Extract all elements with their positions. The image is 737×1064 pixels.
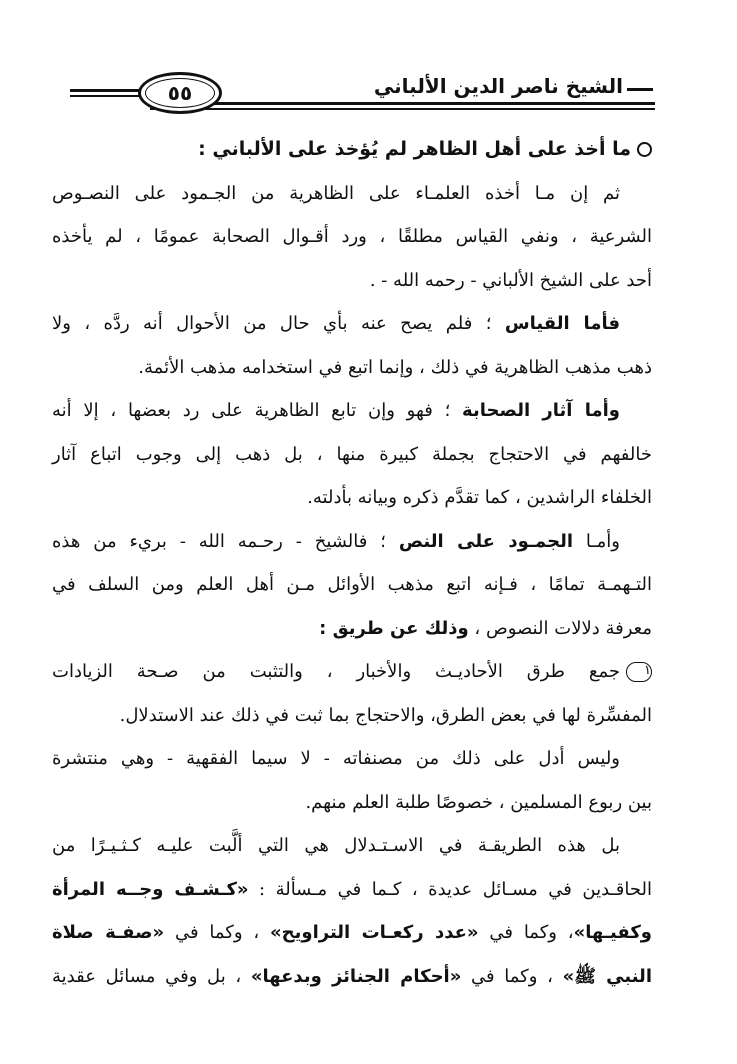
- header-dash: [627, 88, 653, 91]
- paragraph-line: [52, 868, 652, 912]
- header-rule: [150, 108, 655, 110]
- header-rule: [150, 102, 655, 105]
- paragraph-line: أحد على الشيخ الألباني - رحمه الله - .: [369, 269, 652, 291]
- text-run: معرفة دلالات النصوص ،: [474, 617, 652, 639]
- bold-term: وأما آثار الصحابة: [462, 400, 620, 421]
- paragraph-line: الشرعية ، ونفي القياس مطلقًا ، ورد أقـوال الصحابة عمومًا ، لم يأخذه: [52, 226, 652, 247]
- paragraph-line: [52, 302, 652, 346]
- page-header: [70, 68, 655, 116]
- paragraph-line: ذهب مذهب الظاهرية في ذلك ، وإنما اتبع في استخدامه مذهب الأئمة.: [138, 356, 652, 378]
- text-run: ؛ فالشيخ - رحـمه الله - بريء من هذه: [52, 530, 386, 552]
- text-run: الحاقـدين في مسـائل عديدة ، كـما في مـسألة :: [259, 878, 652, 900]
- paragraph-line: الخلفاء الراشدين ، كما تقدَّم ذكره وبيانه بأدلته.: [307, 487, 652, 508]
- bold-term: فأما القياس: [504, 313, 621, 334]
- bold-term: الجمـود على النص: [398, 530, 574, 552]
- bold-term: النبي ﷺ»: [562, 965, 652, 987]
- section-heading-text: ما أخذ على أهل الظاهر لم يُؤخذ على الألباني :: [198, 138, 631, 160]
- section-heading: [52, 128, 652, 172]
- circle-bullet-icon: [637, 142, 652, 157]
- bold-term: «عدد ركعـات التراويح»: [270, 922, 479, 943]
- body-text: [52, 128, 652, 998]
- paragraph-line: المفسِّرة لها في بعض الطرق، والاحتجاج بما ثبت في ذلك عند الاستدلال.: [119, 704, 652, 726]
- header-rule-left: [70, 89, 140, 92]
- paragraph-line: خالفهم في الاحتجاج بجملة كبيرة منها ، بل ذهب إلى وجوب اتباع آثار: [52, 443, 652, 465]
- paragraph-line: [52, 650, 652, 694]
- bold-term: وذلك عن طريق :: [319, 617, 469, 639]
- bold-term: «صفـة صلاة: [52, 922, 165, 943]
- page-number-badge: [138, 72, 222, 114]
- bold-term: «أحكام الجنائز وبدعها»: [250, 965, 462, 987]
- text-run: ، وكما في: [489, 922, 574, 943]
- text-run: ، بل وفي مسائل عقدية: [52, 965, 242, 987]
- text-run: جمع طرق الأحاديـث والأخبار ، والتثبت من صـحة الزيادات: [52, 661, 620, 682]
- paragraph-line: بل هذه الطريقـة في الاسـتـدلال هي التي ألَّبت عليـه كـثـيـرًا من: [52, 835, 620, 856]
- bold-term: «كـشـف وجــه المرأة: [52, 878, 249, 900]
- paragraph-line: [52, 520, 652, 564]
- paragraph-line: بين ربوع المسلمين ، خصوصًا طلبة العلم منهم.: [305, 791, 652, 813]
- list-number-badge: ١: [626, 662, 652, 682]
- page-number: ٥٥: [167, 81, 193, 105]
- text-run: ؛ فهو وإن تابع الظاهرية على رد بعضها ، إلا أنه: [52, 400, 451, 421]
- header-title: الشيخ ناصر الدين الألباني: [373, 74, 623, 98]
- paragraph-line: [52, 607, 652, 651]
- text-run: ، وكما في: [471, 965, 553, 987]
- text-run: ، وكما في: [174, 922, 260, 943]
- paragraph-line: [52, 911, 652, 955]
- bold-term: وكفيـها»: [573, 922, 652, 943]
- paragraph-line: ثم إن مـا أخذه العلمـاء على الظاهرية من الجـمود على النصـوص: [52, 182, 620, 204]
- paragraph-line: [52, 389, 652, 433]
- text-run: وأمـا: [585, 530, 620, 552]
- paragraph-line: التـهمـة تمامًا ، فـإنه اتبع مذهب الأوائل مـن أهل العلم ومن السلف في: [52, 574, 652, 595]
- paragraph-line: وليس أدل على ذلك من مصنفاته - لا سيما الفقهية - وهي منتشرة: [52, 748, 620, 769]
- header-rule-left: [70, 95, 140, 97]
- text-run: ؛ فلم يصح عنه بأي حال من الأحوال أنه ردَّه ، ولا: [52, 313, 492, 334]
- paragraph-line: [52, 955, 652, 999]
